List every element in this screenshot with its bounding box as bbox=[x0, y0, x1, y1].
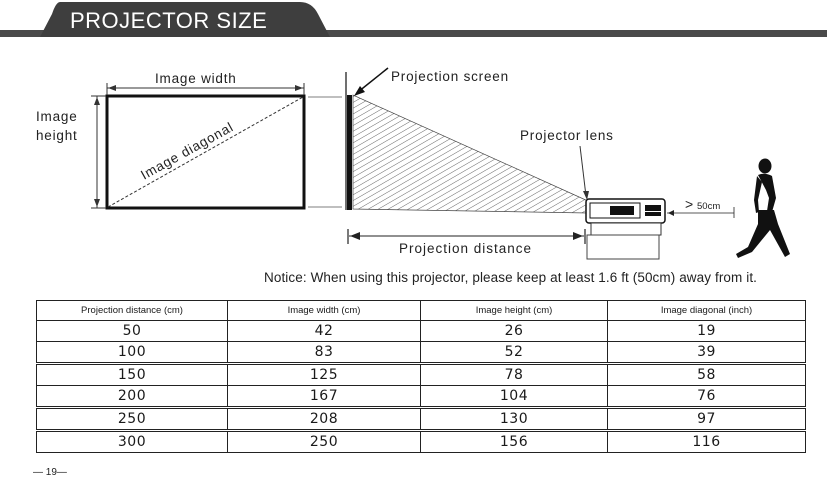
table-cell: 167 bbox=[228, 386, 421, 408]
column-header: Image diagonal (inch) bbox=[608, 301, 806, 321]
notice-text: Notice: When using this projector, please keep at least 1.6 ft (50cm) away from it. bbox=[264, 270, 758, 285]
projector-stand bbox=[587, 235, 659, 259]
table-cell: 78 bbox=[421, 364, 608, 386]
table-cell: 250 bbox=[228, 431, 421, 453]
distance-arrow-right-icon bbox=[573, 232, 583, 240]
table-cell: 300 bbox=[37, 431, 228, 453]
table-cell: 100 bbox=[37, 342, 228, 364]
table-cell: 19 bbox=[608, 321, 806, 342]
projector bbox=[586, 199, 665, 259]
table-row bbox=[37, 321, 806, 342]
projection-beam bbox=[353, 95, 588, 213]
projector-lens-label: Projector lens bbox=[520, 128, 614, 143]
projection-screen-label: Projection screen bbox=[391, 69, 509, 84]
column-header: Image width (cm) bbox=[228, 301, 421, 321]
image-diagonal-label: Image diagonal bbox=[138, 119, 237, 183]
arrow-up-icon bbox=[94, 97, 100, 105]
image-size-figure bbox=[36, 71, 342, 208]
table-cell: 125 bbox=[228, 364, 421, 386]
page-title: PROJECTOR SIZE bbox=[70, 8, 268, 33]
image-height-label-1: Image bbox=[36, 109, 78, 124]
table-cell: 58 bbox=[608, 364, 806, 386]
table-cell: 156 bbox=[421, 431, 608, 453]
page-header bbox=[0, 0, 827, 38]
safety-distance bbox=[667, 196, 734, 218]
table-cell: 116 bbox=[608, 431, 806, 453]
table-row bbox=[37, 364, 806, 386]
column-header: Image height (cm) bbox=[421, 301, 608, 321]
table-cell: 250 bbox=[37, 408, 228, 431]
projection-diagram bbox=[0, 40, 827, 265]
table-cell: 39 bbox=[608, 342, 806, 364]
table-row bbox=[37, 342, 806, 364]
column-header: Projection distance (cm) bbox=[37, 301, 228, 321]
table-cell: 50 bbox=[37, 321, 228, 342]
projection-size-table bbox=[36, 300, 806, 453]
projection-screen bbox=[347, 95, 352, 210]
diagonal-line bbox=[108, 97, 303, 207]
person-icon bbox=[736, 159, 790, 259]
table-row bbox=[37, 431, 806, 453]
arrow-down-icon bbox=[94, 199, 100, 207]
table-cell: 52 bbox=[421, 342, 608, 364]
safety-distance-value: 50cm bbox=[697, 201, 721, 212]
table-row bbox=[37, 386, 806, 408]
table-cell: 104 bbox=[421, 386, 608, 408]
table-cell: 150 bbox=[37, 364, 228, 386]
table-cell: 97 bbox=[608, 408, 806, 431]
table-cell: 26 bbox=[421, 321, 608, 342]
table-cell: 76 bbox=[608, 386, 806, 408]
image-height-label-2: height bbox=[36, 128, 78, 143]
arrow-left-icon bbox=[108, 85, 116, 91]
table-row bbox=[37, 408, 806, 431]
table-cell: 208 bbox=[228, 408, 421, 431]
table-cell: 130 bbox=[421, 408, 608, 431]
table-cell: 42 bbox=[228, 321, 421, 342]
image-width-label: Image width bbox=[155, 71, 237, 86]
page-number: — 19— bbox=[33, 467, 67, 478]
projection-setup bbox=[346, 68, 614, 213]
table-cell: 200 bbox=[37, 386, 228, 408]
table-header-row bbox=[37, 301, 806, 321]
arrow-right-icon bbox=[295, 85, 303, 91]
projection-distance-dimension bbox=[348, 229, 585, 256]
table-cell: 83 bbox=[228, 342, 421, 364]
projection-distance-label: Projection distance bbox=[399, 241, 533, 256]
greater-than-symbol: > bbox=[685, 196, 694, 212]
distance-arrow-left-icon bbox=[350, 232, 360, 240]
